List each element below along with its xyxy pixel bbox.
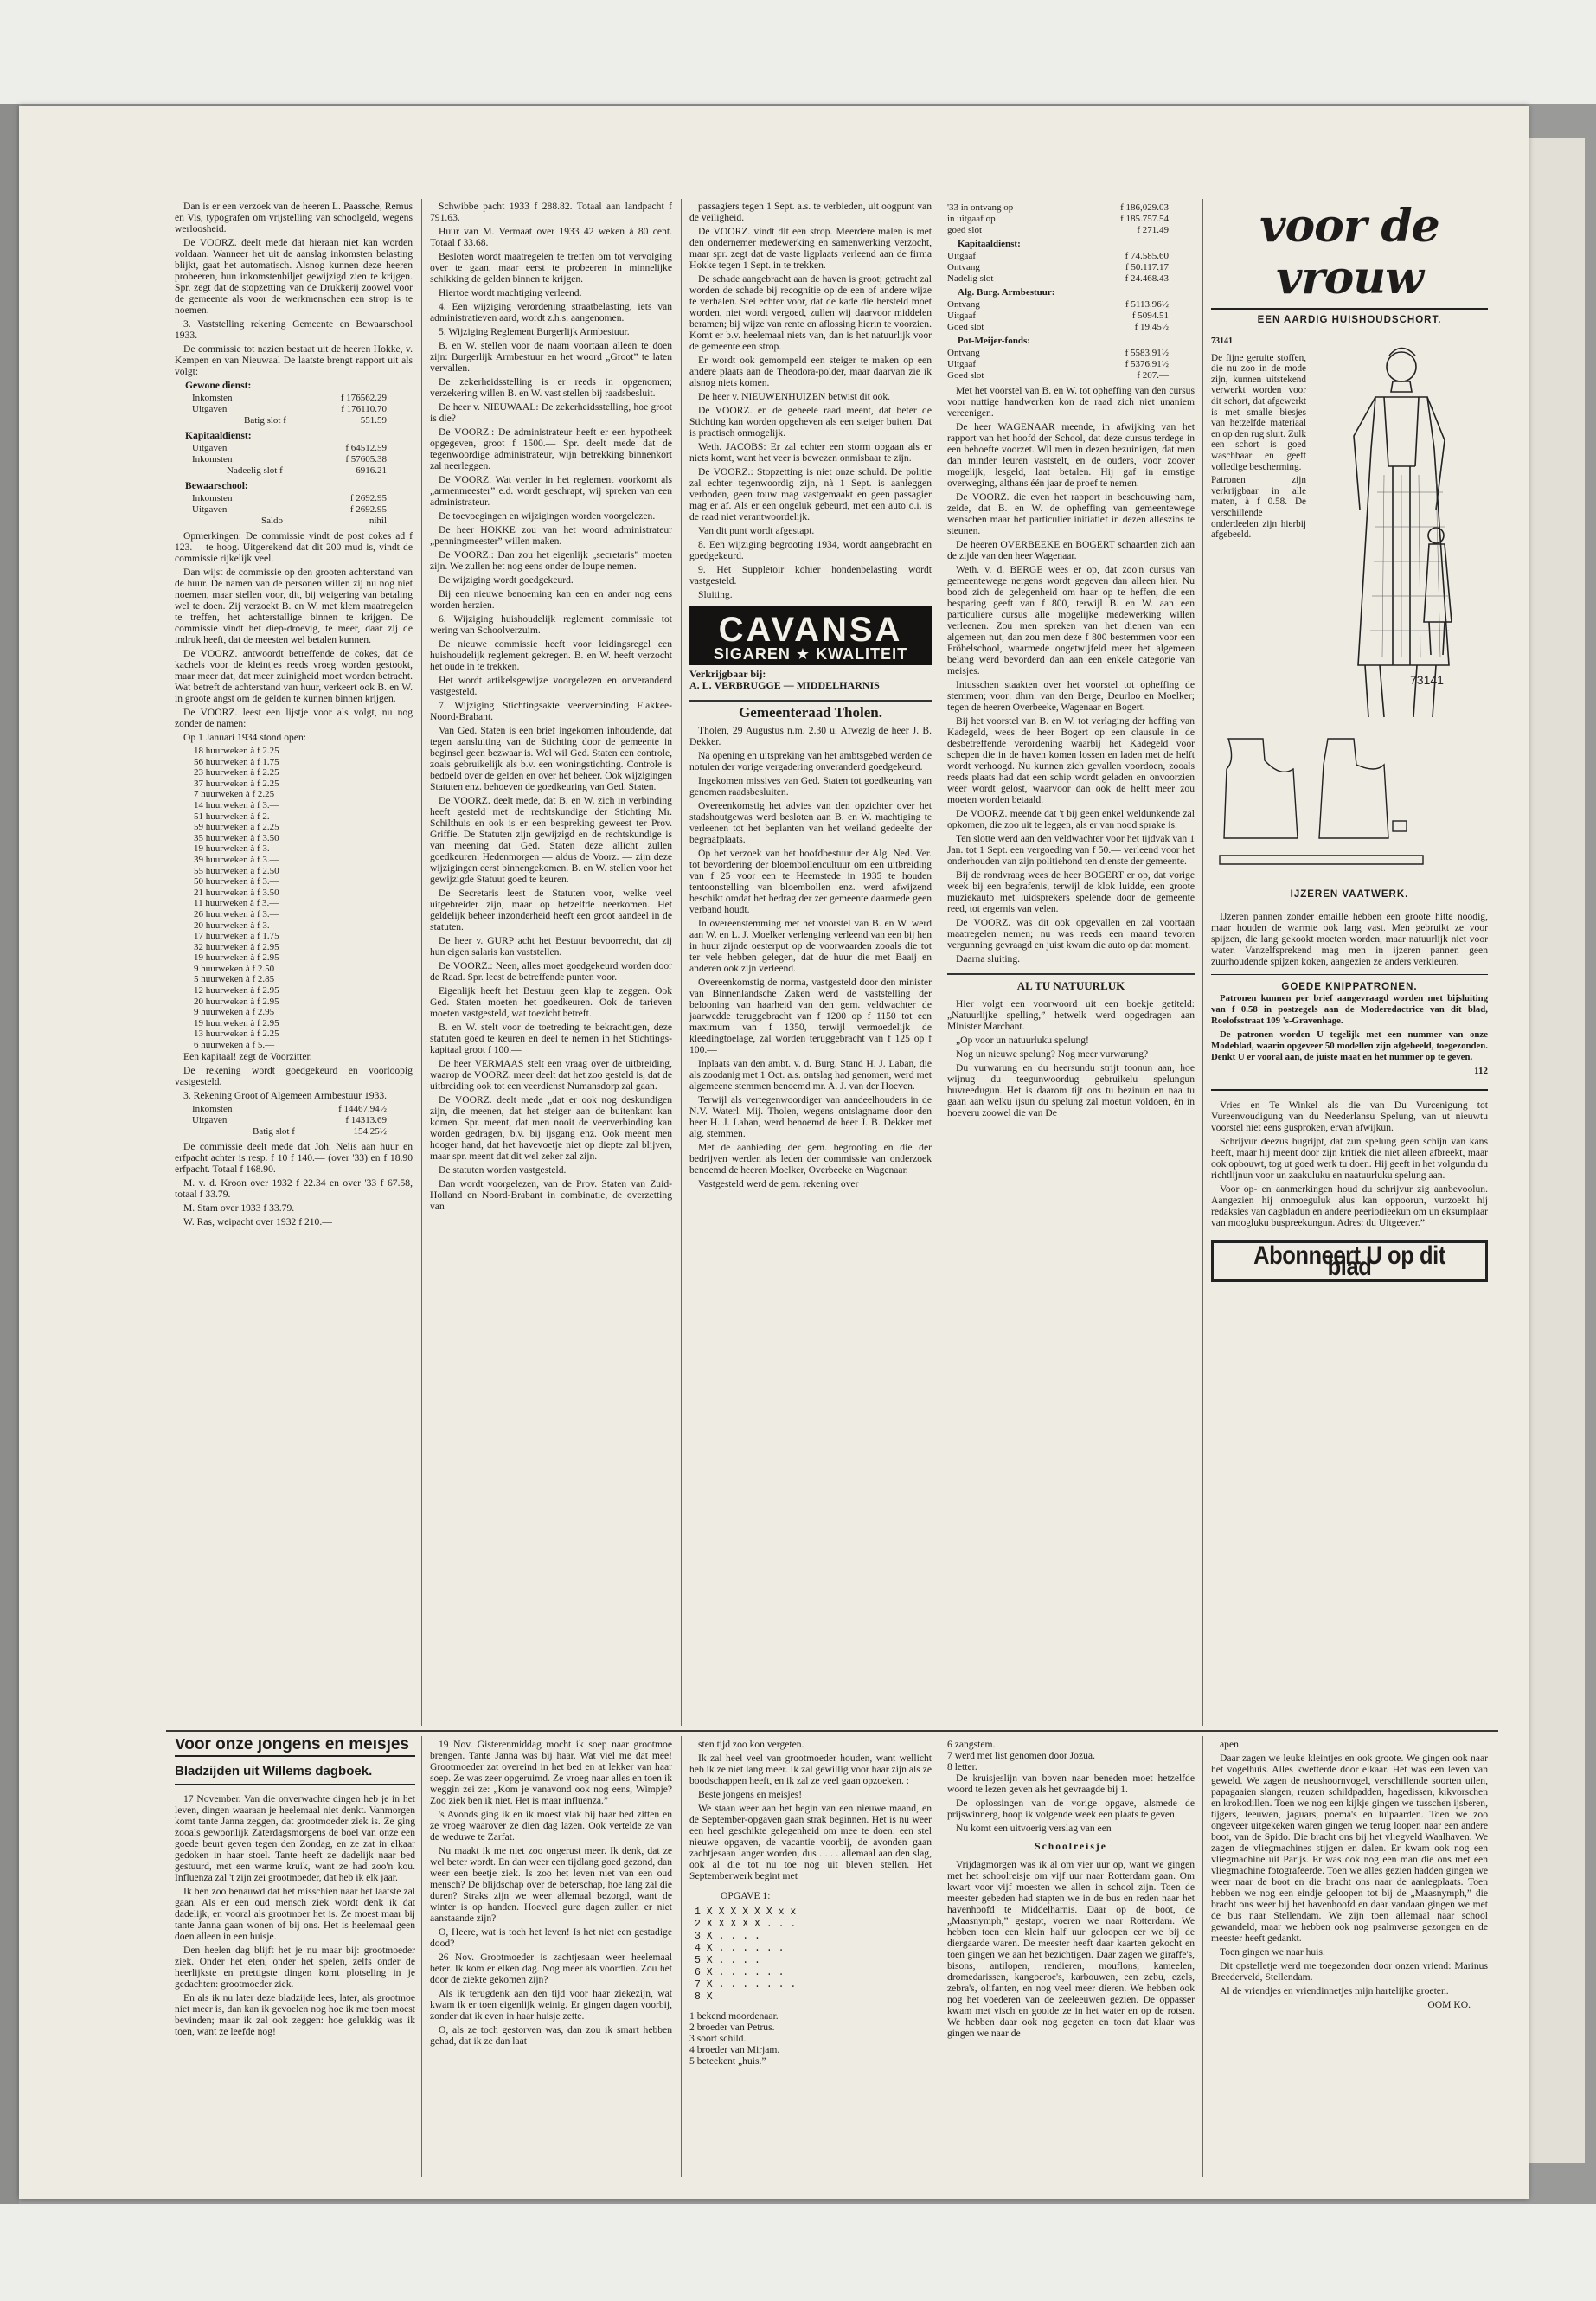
article-paragraph: De VOORZ. vindt dit een strop. Meerdere malen is met den ondernemer medewerking en samenwerking verzocht, maar spr. zegt dat de vaste ligplaats verleend aan de firma Hokke tegen 1 Sept. in te trekken.	[689, 226, 932, 271]
article-paragraph: B. en W. stelt voor de toetreding te bekrachtigen, deze statuten goed te keuren en deel te nemen in het Stichtings-kapitaal groot f 100.—	[430, 1022, 672, 1055]
huurweken-row: 56 huurweken à f 1.75	[194, 756, 279, 767]
ledger-row: '33 in ontvang op f 186,029.03	[947, 202, 1169, 213]
article-paragraph: Tholen, 29 Augustus n.m. 2.30 u. Afwezig de heer J. B. Dekker.	[689, 725, 932, 747]
opgave-row: 7 X . . . . . . .	[695, 1979, 797, 1990]
article-paragraph: De heer VERMAAS stelt een vraag over de uitbreiding, waarop de VOORZ. meer deelt dat het zoo gesteld is, dat de uitbreiding ook tot een veerdienst Numansdorp zal gaan.	[430, 1058, 672, 1092]
article-paragraph: De statuten worden vastgesteld.	[439, 1164, 567, 1176]
article-paragraph: Het wordt artikelsgewijze voorgelezen en onveranderd vastgesteld.	[430, 675, 672, 697]
article-paragraph: Bij de rondvraag wees de heer BOGERT er op, dat vorige week bij een begrafenis, terwijl de klok luidde, een groote muziekauto met luidsprekers spelende door de gemeente reed, tot ergernis van velen.	[947, 869, 1195, 914]
opgave-clue: 2 broeder van Petrus.	[689, 2022, 775, 2033]
ledger-heading: Kapitaaldienst:	[185, 430, 252, 441]
ledger-heading: Kapitaaldienst:	[958, 239, 1021, 249]
article-paragraph: B. en W. stellen voor de naam voortaan alleen te doen zijn: Burgerlijk Armbestuur en het woord „Groot” te laten vervallen.	[430, 340, 672, 374]
article-paragraph: Er wordt ook gemompeld een steiger te maken op een andere plaats aan de Theodora-polder, maar daarvan zie ik alsnog niets komen.	[689, 355, 932, 388]
scan-background-top	[0, 0, 1596, 104]
article-paragraph: De nieuwe commissie heeft voor leidingsregel een huishoudelijk reglement gekregen. B. en W. heeft verzocht het oude in te trekken.	[430, 638, 672, 672]
ledger-armbestuur	[192, 1104, 413, 1138]
article-paragraph: Vrijdagmorgen was ik al om vier uur op, want we gingen met het schoolreisje om vijf uur naar Rotterdam gaan. Om kwart voor vijf moesten we allen in school zijn. Toen de meester gebeden had stapten we in de bus en reden naar het havenhoofd te Middelharnis. Daar op de boot, de „Maasnymph,” gestapt, voeren we naar Rotterdam. We hebben toen een klein half uur geloopen eer we bij de diergaarde waren. De meester heeft daar kaarten gekocht en toen gingen we aan het bezichtigen. Daar zagen we giraffe's, bisons, antilopen, rendieren, mouflons, kameelen, dromedarissen, kangoeroe's, karbouwen, een zebu, ezels, zebra's, olifanten, en nog veel meer dieren. We hebben ook nog het voederen van de zeeleeuwen gezien. De oppasser kwam met visch en gooide ze in het water en op de rotsen. We hebben daar ook nog gegeten en toen dat klaar was gingen we naar de	[947, 1859, 1195, 2039]
article-paragraph: „Op voor un natuurluku spelung!	[956, 1035, 1089, 1046]
kids-letter	[689, 1739, 932, 1881]
column-4	[947, 201, 1195, 1727]
huurweken-row: 26 huurweken à f 3.—	[194, 908, 279, 920]
article-paragraph: De VOORZ. Wat verder in het reglement voorkomt als „armenmeester” e.d. wordt geschrapt, wij spreken van een administrateur.	[430, 474, 672, 508]
natuur-article	[947, 998, 1195, 1118]
ledger-row: Inkomsten f 176562.29	[192, 393, 387, 403]
article-paragraph: 7. Wijziging Stichtingsakte veerverbinding Flakkee-Noord-Brabant.	[430, 700, 672, 722]
article-paragraph: passagiers tegen 1 Sept. a.s. te verbieden, uit oogpunt van de veiligheid.	[689, 201, 932, 223]
article-paragraph: De zekerheidsstelling is er reeds in opgenomen; verzekering willen B. en W. vast stellen bij raadsbesluit.	[430, 376, 672, 399]
ledger-row: Goed slot f 19.45½	[947, 322, 1169, 332]
article-paragraph: De toevoegingen en wijzigingen worden voorgelezen.	[439, 510, 656, 522]
ledger-gewone-dienst	[192, 393, 413, 426]
opgave-row: 5 X . . . .	[695, 1955, 760, 1966]
scan-background-bottom	[0, 2204, 1596, 2301]
article-paragraph: M. v. d. Kroon over 1932 f 22.34 en over '33 f 67.58, totaal f 33.79.	[175, 1176, 413, 1200]
huurweken-row: 13 huurweken à f 2.25	[194, 1029, 279, 1040]
article-paragraph: De wijziging wordt goedgekeurd.	[439, 574, 574, 586]
huurweken-row: 7 huurweken à f 2.25	[194, 789, 275, 800]
ijzer-heading: IJZEREN VAATWERK.	[1290, 889, 1409, 900]
article-paragraph: Den heelen dag blijft het je nu maar bij: grootmoeder ziek. Onder het eten, onder het spelen, zelfs onder de heerlijkste en prettigste dingen komt plotseling in je gedachten: grootmoeder ziek.	[175, 1945, 415, 1990]
article-paragraph: Op het verzoek van het hoofdbestuur der Alg. Ned. Ver. tot bevordering der bloembollencultuur om een uitbreiding van f 25 voor een te Heemstede in 1935 te houden tentoonstelling van bloembollen enz. werd afwijzend beschikt omdat het bedrag der zer gemeente daarmede geen verband houdt.	[689, 848, 932, 915]
spelling-article	[1211, 1099, 1488, 1228]
ledger-heading: Alg. Burg. Armbestuur:	[958, 287, 1055, 298]
subscribe-box	[1211, 1240, 1488, 1282]
tholen-heading: Gemeenteraad Tholen.	[689, 700, 932, 718]
article-paragraph: Toen gingen we naar huis.	[1220, 1946, 1325, 1958]
article-paragraph: Bij een nieuwe benoeming kan een en ander nog eens worden herzien.	[430, 588, 672, 611]
huurweken-row: 55 huurweken à f 2.50	[194, 865, 279, 876]
huurweken-row: 11 huurweken à f 3.—	[194, 898, 279, 909]
fashion-text	[1211, 336, 1306, 734]
opgave-clues	[689, 2010, 932, 2067]
opgave-row: 6 X . . . . . .	[695, 1967, 785, 1978]
huurweken-row: 19 huurweken à f 2.95	[194, 1017, 279, 1029]
article-paragraph: Voor op- en aanmerkingen houd du schrijvur zig aanbevoolun. Aangezien hij onmoeguluk alus kan oppoorun, vurzoekt hij redaksies van dagbladun en andere peeriodieekun om un eksumplaar van moogluku buspreekungun. Adres: du Uitgeever.”	[1211, 1183, 1488, 1228]
ledger-tholen	[947, 202, 1195, 381]
opgave-row: 1 X X X X X X x x	[695, 1907, 797, 1918]
ledger-row: Inkomsten f 14467.94½	[192, 1103, 387, 1114]
article-paragraph: Vastgesteld werd de gem. rekening over	[698, 1178, 859, 1189]
opgave-row: 2 X X X X X . . .	[695, 1919, 797, 1930]
ledger-row: Nadelig slot f 24.468.43	[947, 273, 1169, 284]
article-paragraph: Met het voorstel van B. en W. tot opheffing van den cursus voor nuttige handwerken kon de raad zich niet unaniem vereenigen.	[947, 385, 1195, 419]
ledger-row: Ontvang f 5583.91½	[947, 348, 1169, 358]
article-paragraph: De VOORZ. meende dat 't bij geen enkel weldunkende zal opkomen, die zoo uit te leggen, als er van nood sprake is.	[947, 808, 1195, 830]
article-paragraph: De rekening wordt goedgekeurd en voorloopig vastgesteld.	[175, 1064, 413, 1087]
huurweken-row: 23 huurweken à f 2.25	[194, 767, 279, 779]
huurweken-row: 32 huurweken à f 2.95	[194, 941, 279, 952]
article-paragraph: We staan weer aan het begin van een nieuwe maand, en de September-opgaven gaan strak beginnen. Het is nu weer een heel geschikte gelegenheid om mee te doen: een stel nieuwe opgaven, de vacantie voorbij, de avonden gaan zachtjesaan langer worden, dus . . . . allemaal aan den slag, ook al die tot nu toe nog uit bleven stellen. Het Septemberwerk begint met	[689, 1803, 932, 1881]
ledger-kapitaaldienst	[192, 443, 413, 477]
huurweken-row: 51 huurweken à f 2.—	[194, 811, 279, 822]
knippatronen-text-2: De patronen worden U tegelijk met een nummer van onze Modeblad, waarin opgeveer 50 modellen zijn afgebeeld, toegezonden. Denkt U er vooral aan, de juiste maat en het nummer op te geven.	[1211, 1029, 1488, 1062]
cavansa-brand: CAVANSA	[718, 611, 903, 649]
article-paragraph: Terwijl als vertegenwoordiger van aandeelhouders in de N.V. Waterl. Mij. Tholen, wegens ontslagname door den heer H. J. Laban, werd benoemd de heer J. B. Dekker met alg. stemmen.	[689, 1094, 932, 1139]
schoolreisje-text	[947, 1859, 1195, 2039]
article-paragraph: Ingekomen missives van Ged. Staten tot goedkeuring van genomen raadsbesluiten.	[689, 775, 932, 798]
article-paragraph: De commissie deelt mede dat Joh. Nelis aan huur en erfpacht achter is resp. f 10 f 140.— (over '33) en f 18.90 erfpacht. Totaal f 168.90.	[175, 1140, 413, 1175]
ledger-row: in uitgaaf op f 185.757.54	[947, 214, 1169, 224]
column-1	[175, 201, 413, 1727]
article-paragraph: 5. Wijziging Reglement Burgerlijk Armbestuur.	[439, 326, 630, 337]
article-paragraph: Dan wijst de commissie op den grooten achterstand van de huur. De namen van de personen willen zij nu nog niet noemen, maar stellen voor, dit, bij weigering van betaling wel te doen. Zij verzoekt B. en W. met klem maatregelen te treffen, het achterstallige binnen te krijgen. De commissie vindt het diep-droevig, te meer, daar zij de indruk heeft, dat de meesten wel betalen kunnen.	[175, 567, 413, 645]
article-paragraph: Ik zal heel veel van grootmoeder houden, want wellicht heb ik ze niet lang meer. Ik zal gewillig voor haar zijn als ze boodschappen heeft, en ik zal ze veel gaan opzoeken. :	[689, 1753, 932, 1786]
newspaper-page	[19, 106, 1529, 2199]
article-paragraph: Al de vriendjes en vriendinnetjes mijn hartelijke groeten.	[1220, 1985, 1449, 1997]
section-rule	[166, 1730, 1498, 1732]
signature: OOM KO.	[1427, 1999, 1471, 2010]
article-paragraph: De heer v. NIEUWAAL: De zekerheidsstelling, hoe groot is die?	[430, 401, 672, 424]
article-paragraph: De heer v. NIEUWENHUIZEN betwist dit ook.	[698, 391, 891, 402]
article-paragraph: De VOORZ. antwoordt betreffende de cokes, dat de kachels voor de kleintjes reeds vroeg worden gestookt, maar meer dat, dat meer zuinigheid moet worden betracht. Wat betreft de achterstand van huur, verkeert ook B. en W. in groote angst om de gelden te kunnen binnen krijgen.	[175, 648, 413, 704]
ledger-total: Batig slot f 154.25½	[253, 1125, 387, 1137]
article-paragraph: De VOORZ. deelt mede, dat B. en W. zich in verbinding heeft gesteld met de rechtskundige der Stichting Mr. Schilthuis en ook is er een bespreking geweest ter Prov. Griffie. De Statuten zijn gewijzigd en de rechtskundige is van meening dat Ged. Staten deze allicht zullen goedkeuren. Hedenmorgen — aldus de Voorz. — zijn deze wijzigingen eerst binnengekomen. B. en W. stellen voor het gewijzigde Statuut goed te keuren.	[430, 795, 672, 885]
article-paragraph: Schrijvur deezus bugrijpt, dat zun spelung geen schijn van kans heeft, maar hij meent door zijn kritiek die niet alleen afbreekt, maar ook opbouwt, tog ut goed werk tu doen. Hij geeft in het volgundu du richtlijnun voor un zaakuluku en naatuurluku spelung aan.	[1211, 1136, 1488, 1181]
article-paragraph: De VOORZ.: Neen, alles moet goedgekeurd worden door de Raad. Spr. leest de betreffende punten voor.	[430, 960, 672, 983]
schoolreisje-text-cont	[1211, 1739, 1488, 1997]
schoolreisje-heading: Schoolreisje	[1035, 1841, 1107, 1852]
ijzer-text: IJzeren pannen zonder emaille hebben een groote hitte noodig, maar houden de warmte ook lang vast. Men gebruikt ze voor spijzen, die lang gekookt moeten worden, maar natuurlijk niet voor water. Vanzelfsprekend mag men in ijzeren pannen geen zuurhoudende spijzen koken, aangezien ze anders verkleuren.	[1211, 911, 1488, 967]
article-paragraph: apen.	[1220, 1739, 1241, 1750]
next-page-edge	[1522, 138, 1585, 2163]
ledger-row: Ontvang f 5113.96½	[947, 299, 1169, 310]
column-rule	[681, 199, 682, 1726]
article-paragraph: Overeenkomstig de norma, vastgesteld door den minister van Binnenlandsche Zaken werd de vaststelling der belooning van haarheid van den gem. veldwachter de jaarwedde teruggebracht van f 1200 op f 1150 tot een maximum van f 1350, terwijl vermoedelijk de kleedingtoelage, zal worden teruggebracht van f 125 op f 100.—	[689, 977, 932, 1055]
huurweken-row: 9 huurweken à f 2.95	[194, 1007, 275, 1018]
cavansa-availability: Verkrijgbaar bij:	[689, 668, 766, 680]
article-paragraph: De Secretaris leest de Statuten voor, welke veel uitgebreider zijn, maar op hetzelfde neerkomen. Het geldelijk beheer inzonderheid heeft een groot aandeel in de statuten.	[430, 888, 672, 933]
opgave-row: 4 X . . . . . .	[695, 1943, 785, 1954]
opgave-clue: 4 broeder van Mirjam.	[689, 2044, 780, 2055]
opgave-clues-cont	[947, 1739, 1195, 1772]
column-2	[430, 201, 672, 1727]
ledger-row: Uitgaven f 64512.59	[192, 443, 387, 453]
tholen-article	[689, 725, 932, 1189]
article-paragraph: Huur van M. Vermaat over 1933 42 weken à 80 cent. Totaal f 33.68.	[430, 226, 672, 248]
column-rule	[1202, 1736, 1203, 2177]
article-paragraph: Nu maakt ik me niet zoo ongerust meer. Ik denk, dat ze wel beter wordt. En dan weer een tijdlang goed gezond, dan weer een beetje ziek. Is zoo het leven niet van een oud mensch? De blijdschap over de beterschap, hoe lang zal die duren? Straks zijn we weer allemaal bezorgd, want de winter is op handen. Hoeveel gure dagen zullen er niet aanstaande zijn?	[430, 1845, 672, 1924]
ledger-row: Ontvang f 50.117.17	[947, 262, 1169, 272]
opgave-clue: 7 werd met list genomen door Jozua.	[947, 1750, 1095, 1761]
ledger-row: Inkomsten f 57605.38	[192, 454, 387, 465]
article-paragraph: De oplossingen van de vorige opgave, alsmede de prijswinnerg, hoop ik volgende week een plaats te geven.	[947, 1798, 1195, 1820]
cavansa-seller: A. L. VERBRUGGE — MIDDELHARNIS	[689, 679, 880, 691]
article-paragraph: sten tijd zoo kon vergeten.	[698, 1739, 804, 1750]
ledger-row: Uitgaaf f 5376.91½	[947, 359, 1169, 369]
article-paragraph: 6. Wijziging huishoudelijk reglement commissie tot wering van Schoolverzuim.	[430, 613, 672, 636]
subscribe-slogan: Abonneert U op dit blad	[1253, 1241, 1445, 1281]
opgave-puzzle	[695, 1907, 932, 2003]
article-paragraph: En als ik nu later deze bladzijde lees, later, als grootmoe niet meer is, dan kan ik gevoelen nog hoe ik me toen moest bevinden; maar ik zal ook zeggen: hoe gelukkig was ik toen, want ze leefde nog!	[175, 1992, 415, 2037]
huurweken-row: 9 huurweken à f 2.50	[194, 963, 275, 974]
article-paragraph: Bij het voorstel van B. en W. tot verlaging der heffing van Kadegeld, wees de heer Bogert op een clausule in de desbetreffende verordening waarbij het Kadegeld voor schepen die in de haven komen lossen en laden met de helft wordt verhoogd. Nu kunnen zich gevallen voordoen, zooals reeds plaats had dat een schip wordt geladen en onvoorzien weer wordt gelost, waarvoor dan ook de helft meer zou moeten worden betaald.	[947, 715, 1195, 805]
article-paragraph: De VOORZ. en de geheele raad meent, dat beter de Stichting kan worden opgeheven als een steiger buiten. Dat is practisch onmogelijk.	[689, 405, 932, 439]
article-paragraph: Overeenkomstig het advies van den opzichter over het stadshoutgewas werd besloten aan B. en W. machtiging te verleenen tot het beplanten van het weiland gedeelte der begraafplaats.	[689, 800, 932, 845]
ledger-row: Uitgaaf f 5094.51	[947, 311, 1169, 321]
article-paragraph: De VOORZ.: De administrateur heeft er een hypotheek opgegeven, groot f 1500.— Spr. deelt mede dat de tegenwoordige administrateur, wijn betrekking binnenkort zal neerleggen.	[430, 426, 672, 471]
opgave-clue: 8 letter.	[947, 1761, 977, 1772]
bottom-column-5	[1211, 1739, 1488, 2180]
apron-illustration	[1306, 336, 1479, 734]
article-paragraph: Hier volgt een voorwoord uit een boekje getiteld: „Natuurlijke spelling,” hetwelk werd opgedragen aan Minister Marchant.	[947, 998, 1195, 1032]
huurweken-row: 59 huurweken à f 2.25	[194, 822, 279, 833]
article-paragraph: Hiertoe wordt machtiging verleend.	[439, 287, 582, 298]
diary-text	[175, 1793, 415, 2037]
page-stack-edge	[0, 104, 19, 2204]
article-paragraph: Eigenlijk heeft het Bestuur geen klap te zeggen. Ook Ged. Staten moeten het goedkeuren. Ook de tarieven moeten vastgesteld, wat toezicht betreft.	[430, 985, 672, 1019]
bottom-column-2	[430, 1739, 672, 2180]
article-paragraph: Inplaats van den ambt. v. d. Burg. Stand H. J. Laban, die als zoodanig met 1 Oct. a.s. ontslag had genomen, werd met algemeene stemmen benoemd mr. A. J. van der Hoeven.	[689, 1058, 932, 1092]
article-paragraph: De VOORZ.: Dan zou het eigenlijk „secretaris” moeten zijn. We zullen het nog eens onder de loupe nemen.	[430, 549, 672, 572]
ledger-heading: Pot-Meijer-fonds:	[958, 336, 1030, 346]
ledger-heading: Bewaarschool:	[185, 480, 248, 491]
article-paragraph: Van Ged. Staten is een brief ingekomen inhoudende, dat tegen aansluiting van de Stichting door de gemeente in beginsel geen bezwaar is. Wel wil Ged. Staten een controle, zoals gebruikelijk als b.v. een woningstichting. Controle is bedoeld over de gelden en over het beheer. Ook wijzigingen Statuten enz. behoeven de goedkeuring van Ged. Staten.	[430, 725, 672, 792]
article-paragraph: Als ik terugdenk aan den tijd voor haar ziekezijn, wat kwam ik er toen eigenlijk weinig. Er gingen dagen voorbij, zonder dat ik even in haar huisje zette.	[430, 1988, 672, 2022]
article-paragraph: 9. Het Suppletoir kohier hondenbelasting wordt vastgesteld.	[689, 564, 932, 586]
article-paragraph: De commissie tot nazien bestaat uit de heeren Hokke, v. Kempen en van Nieuwaal De laatste brengt rapport uit als volgt:	[175, 343, 413, 377]
article-paragraph: Op 1 Januari 1934 stond open:	[183, 732, 307, 743]
article-paragraph: De VOORZ. deelt mede dat hieraan niet kan worden voldaan. Wanneer het uit de aanslag inkomsten belasting blijkt, gaat het automatisch. Alsnog kunnen deze heeren probeeren, hun inkomstenbiljet gewijzigd zien te krijgen. Spr. zegt dat de stopzetting van de Drukkerij zoowel voor de gemeente als voor de werkmenschen een strop is te noemen.	[175, 237, 413, 316]
kids-section-title: Voor onze jongens en meisjes	[175, 1739, 409, 1753]
article-paragraph: 17 November. Van die onverwachte dingen heb je in het leven, dingen waaraan je heelemaal niet denkt. Vanmorgen komt tante Janna zeggen, dat grootmoeder ziek is. Ze ging zooals gewoonlijk Zaterdagsmorgens de boel van onze een goede beurt geven tegen den Zondag, en ze zat in elkaar gedoken in haar stoel. Tante heeft ze dadelijk naar bed gestuurd, met een warme kruik, want ze had zoo'n kou. Influenza zal 't zijn zei grootmoeder, dat heb ik elk jaar.	[175, 1793, 415, 1883]
natuur-heading: AL TU NATUURLUK	[947, 973, 1195, 991]
ledger-row: Goed slot f 207.—	[947, 370, 1169, 381]
ledger-row: Uitgaven f 14313.69	[192, 1114, 387, 1125]
ledger-heading: Gewone dienst:	[185, 380, 252, 391]
article-paragraph: O, als ze toch gestorven was, dan zou ik smart hebben gehad, dat ik ze dan laat	[430, 2024, 672, 2047]
ledger-bewaarschool	[192, 493, 413, 527]
knippatronen-heading: GOEDE KNIPPATRONEN.	[1281, 982, 1418, 992]
article-paragraph: 8. Een wijziging begrooting 1934, wordt aangebracht en goedgekeurd.	[689, 539, 932, 561]
huurweken-row: 39 huurweken à f 3.—	[194, 854, 279, 865]
ledger-total: Batig slot f 551.59	[244, 415, 387, 426]
huurweken-row: 6 huurweken à f 5.—	[194, 1040, 275, 1051]
column-3	[689, 201, 932, 1727]
opgave-row: 3 X . . . .	[695, 1931, 760, 1942]
article-paragraph: Beste jongens en meisjes!	[698, 1789, 803, 1800]
fashion-patterns: Patronen zijn verkrijgbaar in alle maten, à f 0.58. De verschillende onderdeelen zijn hierbij afgebeeld.	[1211, 475, 1306, 541]
article-paragraph: M. Stam over 1933 f 33.79.	[183, 1202, 295, 1214]
article-paragraph: De heeren OVERBEEKE en BOGERT schaarden zich aan de zijde van den heer Wagenaar.	[947, 539, 1195, 561]
article-paragraph: Dan is er een verzoek van de heeren L. Paassche, Remus en Vis, typografen om vrijstelling van schoolgeld, wegens werloosheid.	[175, 201, 413, 234]
knippatronen-text: Patronen kunnen per brief aangevraagd worden met bijsluiting van f 0.58 in postzegels aan de Moderedactrice van dit blad, Roelofsstraat 109 's-Gravenhage.	[1211, 993, 1488, 1026]
article-paragraph: De heer v. GURP acht het Bestuur bevoorrecht, dat zij hun eigen salaris kan vaststellen.	[430, 935, 672, 958]
bottom-column-4	[947, 1739, 1195, 2180]
ledger-row: Inkomsten f 2692.95	[192, 493, 387, 503]
huurweken-row: 18 huurweken à f 2.25	[194, 746, 279, 756]
pattern-number: 73141	[1211, 336, 1233, 346]
huurweken-row: 50 huurweken à f 3.—	[194, 876, 279, 888]
huurweken-row: 20 huurweken à f 2.95	[194, 996, 279, 1007]
column-5	[1211, 201, 1488, 1727]
article-paragraph: O, Heere, wat is toch het leven! Is het niet een gestadige dood?	[430, 1926, 672, 1949]
article-paragraph: De heer WAGENAAR meende, in afwijking van het rapport van het hoofd der School, dat deze cursus terdege in een behoefte voorzet. Wil men in dezen bezuinigen, dat men dan minder leuren vaststelt, en de ouders, voor zoover mogelijk, lesgeld, laat betalen. Hij gaf in ernstige overweging, althans één jaar de proef te nemen.	[947, 421, 1195, 489]
article-paragraph: De kruisjeslijn van boven naar beneden moet hetzelfde woord te lezen geven als het gevraagde bij 1.	[947, 1772, 1195, 1795]
article-paragraph: Daar zagen we leuke kleintjes en ook groote. We gingen ook naar het vogelhuis. Alles kwetterde door elkaar. Het was een leven van geweld. We zagen de neushoornvogel, verschillende soorten uilen, papagaaien slangen, reuzen schildpadden, hagedissen, kikvorschen en krokodillen. Toen we nog een kijkje gingen we tusschen ijsberen, tijgers, leeuwen, jaguars, poema's en luipaarden. Toen we zoo ongeveer uitgekeken waren gingen we terug loopen naar een andere boot, van de Spido. Die bracht ons bij het vliegveld Waalhaven. We zagen de vliegmachines stijgen en dalen. Er kwam ook nog een vliegmachine uit Parijs. Er was ook nog een man die ons met een vliegmachine fotografeerde. Toen we alles gezien hadden gingen we weer naar de boot en die bracht ons naar de aanlegplaats. Toen hebben we nog een eindje geloopen tot bij de „Maasnymph,” die bracht ons weer bij het havenhoofd en daar vandaan gingen we met de bus naar Stellendam. We zijn toen allemaal naar school gewandeld, maar we hebben ook nog psalmverse gezongen en de meester heeft gedankt.	[1211, 1753, 1488, 1944]
opgave-clue: 1 bekend moordenaar.	[689, 2010, 779, 2022]
opgave-clue: 6 zangstem.	[947, 1739, 996, 1750]
huurweken-row: 14 huurweken à f 3.—	[194, 799, 279, 811]
ledger-row: goed slot f 271.49	[947, 225, 1169, 235]
figure-label: 73141	[1410, 673, 1444, 687]
cavansa-tagline: SIGAREN ★ KWALITEIT	[713, 645, 908, 663]
opgave-row: 8 X	[695, 1991, 713, 2003]
article-paragraph: Met de aanbieding der gem. begrooting en die der bedrijven werden als leden der commissie van onderzoek benoemd de heeren Moelker, Overbeeke en Wagenaar.	[689, 1142, 932, 1176]
article-paragraph: De VOORZ. deelt mede „dat er ook nog deskundigen zijn, die meenen, dat het steiger aan de buitenkant kan komen. Spr. meent, dat men nooit de veerverbinding kan worden gedragen, b.v. bij ijsgang enz. Ook meent men hooger hand, dat het havevoetje niet op diepte zal blijven, maar spr. meent dat dit wel zeker zal zijn.	[430, 1094, 672, 1162]
cavansa-advertisement	[689, 606, 932, 665]
bottom-column-3	[689, 1739, 932, 2180]
huurweken-row: 35 huurweken à f 3.50	[194, 832, 279, 843]
kids-section-subtitle: Bladzijden uit Willems dagboek.	[175, 1764, 373, 1779]
article-paragraph: Weth. v. d. BERGE wees er op, dat zoo'n cursus van gemeentewege nergens wordt gegeven dan alleen hier. Nu bood zich de gelegenheid om haar op te heffen, die een besparing geeft van f 800, terwijl B. en W. aan een particuliere cursus alle mogelijke medewerking willen verleenen. Zou men spreken van het dienen van een algemeen nut, dan zou men deze f 800 bestemmen voor een Fröbelschool, waarmede ongetwijfeld meer het algemeen belang werd bevorderd dan aan een enkele categorie van meisjes.	[947, 564, 1195, 676]
column-rule	[1202, 199, 1203, 1726]
fashion-subheading: EEN AARDIG HUISHOUDSCHORT.	[1257, 315, 1442, 325]
article-paragraph: Du vurwarung en du heersundu strijt toonun aan, hoe wijnug du teegunwoordug gebruikelu spelungun buvreedugun. Het is daarom tijt ons tu bezinun en naa tu gaan aan welku ijsun du spelung zal moetun voldoen, ên in hoeveru zoowel die van De	[947, 1062, 1195, 1118]
article-continuation	[689, 201, 932, 600]
huurweken-row: 37 huurweken à f 2.25	[194, 778, 279, 789]
article-paragraph: Na opening en uitspreking van het ambtsgebed werden de notulen der vorige vergadering onveranderd goedgekeurd.	[689, 750, 932, 772]
article-paragraph: 26 Nov. Grootmoeder is zachtjesaan weer heelemaal beter. Ik kom er elken dag. Nog meer als voordien. Zou het door de ziekte gekomen zijn?	[430, 1952, 672, 1985]
bottom-column-1	[175, 1739, 415, 2180]
article-paragraph: Vries en Te Winkel als die van Du Vurcenigung tot Vureenvoudigung van du Neederlansu Spelung, van ut nieuwtu voorstel niet eens gusproken, ervan afwijkun.	[1211, 1099, 1488, 1133]
article-paragraph: De heer HOKKE zou van het woord administrateur „penningmeester” willen maken.	[430, 524, 672, 547]
article-paragraph: Nu komt een uitvoerig verslag van een	[956, 1823, 1112, 1834]
article-paragraph: 3. Rekening Groot of Algemeen Armbestuur 1933.	[183, 1089, 388, 1101]
article-paragraph: Sluiting.	[698, 589, 733, 600]
huurweken-row: 12 huurweken à f 2.95	[194, 985, 279, 997]
huurweken-list	[175, 746, 413, 1051]
article-paragraph: Een kapitaal! zegt de Voorzitter.	[183, 1050, 312, 1062]
fashion-block	[1211, 336, 1488, 734]
opgave-clue: 3 soort schild.	[689, 2033, 747, 2044]
pattern-pieces-illustration	[1211, 734, 1488, 881]
opgave-title: OPGAVE 1:	[721, 1890, 771, 1901]
article-paragraph: De VOORZ. leest een lijstje voor als volgt, nu nog zonder de namen:	[175, 707, 413, 729]
ledger-row: Uitgaven f 2692.95	[192, 504, 387, 515]
article-paragraph: Daarna sluiting.	[956, 953, 1021, 965]
article-paragraph: 3. Vaststelling rekening Gemeente en Bewaarschool 1933.	[175, 318, 413, 341]
article-paragraph: Ik ben zoo benauwd dat het misschien naar het laatste zal gaan. Als er een oud mensch ziek wordt denk ik dat dadelijk, en vooral als grootmoer het is. Ze moest maar bij tante Janna gaan wonen of bij ons. Het is heelemaal geen doen alleen in een huisje.	[175, 1886, 415, 1942]
huurweken-row: 19 huurweken à f 3.—	[194, 843, 279, 855]
article-paragraph: Nog un nieuwe spelung? Nog meer vurwarung?	[956, 1048, 1149, 1060]
article-paragraph: Intusschen staakten over het voorstel tot opheffing de stemmen; voor: dhrn. van den Berge, Deurloo en Moelker; tegen de heeren Overbeeke, Wagenaar en Bogert.	[947, 679, 1195, 713]
huurweken-row: 19 huurweken à f 2.95	[194, 952, 279, 964]
article-paragraph: 's Avonds ging ik en ik moest vlak bij haar bed zitten en ze vroeg waarover ze dien dag lazen. Ook vertelde ze van de weduwe te Zarfat.	[430, 1809, 672, 1843]
ledger-total: Nadeelig slot f 6916.21	[227, 465, 387, 476]
article-paragraph: Besloten wordt maatregelen te treffen om tot vervolging over te gaan, maar eerst te probeeren in minnelijke schikking de gelden binnen te krijgen.	[430, 251, 672, 285]
article-paragraph: De VOORZ. was dit ook opgevallen en zal voortaan maatregelen nemen; nu was reeds een maand tevoren vergunning gevraagd en juist kwam die auto op dat moment.	[947, 917, 1195, 951]
huurweken-row: 21 huurweken à f 3.50	[194, 887, 279, 898]
kids-letter-cont	[947, 1772, 1195, 1834]
fashion-description: De fijne geruite stoffen, die nu zoo in de mode zijn, kunnen uitstekend verwerkt worden voor dit schort, dat afgewerkt is met smalle biesjes van hetzelfde materiaal en op den rug sluit. Zulk een schort is goed waschbaar en geeft volledige bescherming.	[1211, 352, 1306, 472]
huurweken-row: 17 huurweken à f 1.75	[194, 931, 279, 942]
article-paragraph: De VOORZ.: Stopzetting is niet onze schuld. De politie zal echter tegenwoordig zijn, nà 1 Sept. is aanleggen verboden, geen touw mag vastgemaakt en geen passagier mag er af. Als er een ongeluk gebeurd, met een auto o.i. is de raad niet verantwoordelijk.	[689, 466, 932, 522]
huurweken-row: 5 huurweken à f 2.85	[194, 974, 275, 985]
ledger-row: Uitgaven f 176110.70	[192, 404, 387, 414]
article-paragraph: Dit opstelletje werd me toegezonden door onzen vriend: Marinus Breederveld, Stellendam.	[1211, 1960, 1488, 1983]
article-paragraph: Opmerkingen: De commissie vindt de post cokes ad f 123.— te hoog. Uitgerekend dat dit 200 mud is, vindt de commissie rijkelijk veel.	[175, 530, 413, 564]
tholen-article-continuation	[947, 385, 1195, 965]
article-paragraph: De schade aangebracht aan de haven is groot; getracht zal worden de schade bij recognitie op de een of andere wijze te verhalen. Stel echter voor, dat de kade die hersteld moet worden, niet wordt vergoed, zullen wij daarvoor middelen beramen; bij wijze van rente en aflossing hierin te voorzien. Komt er b.v. heelemaal niets van, dan is het natuurlijk voor de gemeente een strop.	[689, 273, 932, 352]
ledger-total: Saldo nihil	[261, 516, 387, 526]
article-paragraph: Weth. JACOBS: Er zal echter een storm opgaan als er niets komt, want het veer is bewezen onmisbaar te zijn.	[689, 441, 932, 464]
column-rule	[681, 1736, 682, 2177]
voor-de-vrouw-heading: voor de vrouw	[1259, 201, 1439, 304]
opgave-clue: 5 beteekent „huis.”	[689, 2055, 766, 2067]
article-paragraph: Schwibbe pacht 1933 f 288.82. Totaal aan landpacht f 791.63.	[430, 201, 672, 223]
article-paragraph: 4. Een wijziging verordening straatbelasting, iets van administratieven aard, wordt z.h.s. aangenomen.	[430, 301, 672, 324]
article-paragraph: Ten slotte werd aan den veldwachter voor het tijdvak van 1 Jan. tot 1 Sept. een vergoeding van f 50.— verleend voor het onderhouden van zijn politiehond ten dienste der gemeente.	[947, 833, 1195, 867]
column-rule	[421, 1736, 422, 2177]
article-paragraph: W. Ras, weipacht over 1932 f 210.—	[183, 1215, 332, 1227]
article-paragraph: 19 Nov. Gisterenmiddag mocht ik soep naar grootmoe brengen. Tante Janna was bij haar. Wat viel me dat mee! Grootmoeder zat overeind in het bed en at lekker van haar soep. Ze was zeer opgeruimd. Ze vroeg naar alles en toen ik weggin zei ze: „Kom je vanavond ook nog eens, Wimpje? Zoo ziek ben ik niet. Het is maar influenza.”	[430, 1739, 672, 1806]
column-rule	[421, 199, 422, 1726]
article-paragraph: In overeenstemming met het voorstel van B. en W. werd aan W. en L. J. Moelker verlenging verleend van een bij hen in huur zijnde oesterput op de voorwaarden zooals die tot ter vele hebben gelegen, dat de huur die met Baaij en anderen ook zijn verleend.	[689, 918, 932, 974]
article-paragraph: Van dit punt wordt afgestapt.	[698, 525, 815, 536]
article-paragraph: Dan wordt voorgelezen, van de Prov. Staten van Zuid-Holland en Noord-Brabant in combinatie, de overzetting van	[430, 1178, 672, 1212]
ledger-row: Uitgaaf f 74.585.60	[947, 251, 1169, 261]
article-paragraph: De VOORZ. die even het rapport in beschouwing nam, zeide, dat B. en W. de opheffing van gemeentewege wenschen maar het particulier initiatief in dezen alleszins te steunen.	[947, 491, 1195, 536]
page-item-number: 112	[1474, 1066, 1488, 1076]
huurweken-row: 20 huurweken à f 3.—	[194, 920, 279, 931]
